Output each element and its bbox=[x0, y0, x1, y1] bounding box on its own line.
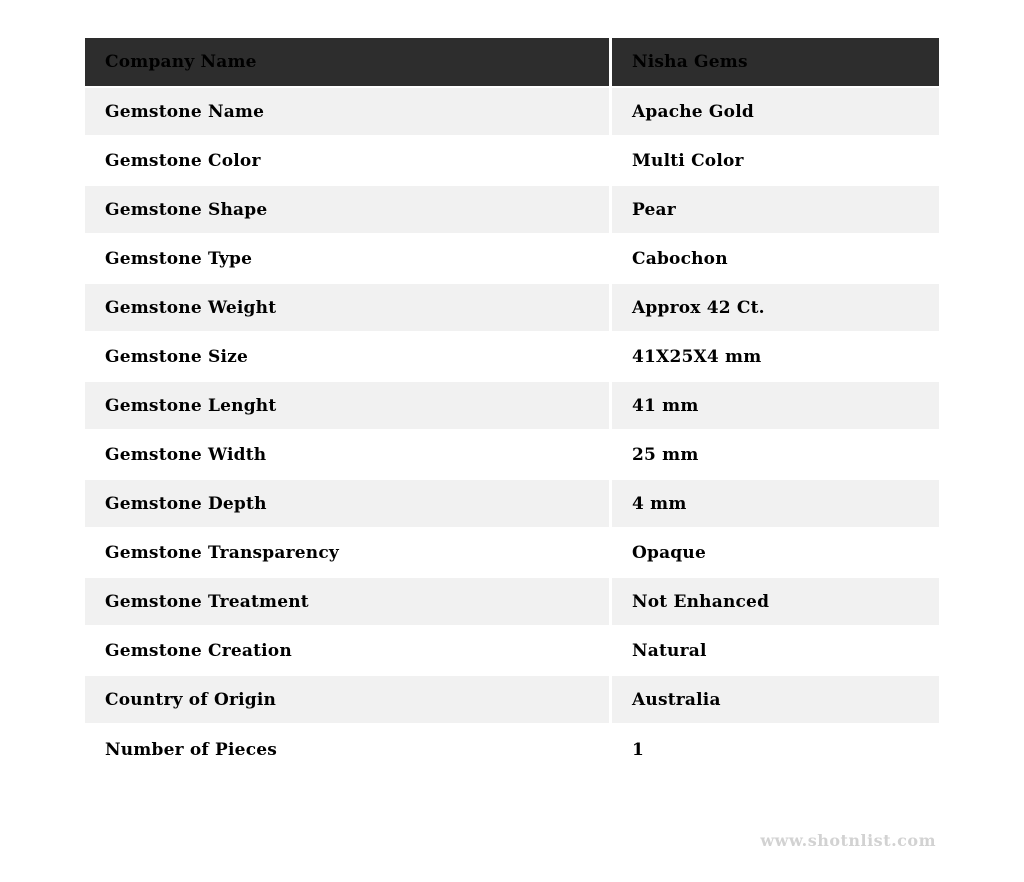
spec-value: Natural bbox=[632, 640, 707, 661]
watermark: www.shotnlist.com bbox=[760, 831, 936, 850]
spec-label: Gemstone Treatment bbox=[85, 578, 612, 625]
table-row bbox=[85, 382, 939, 431]
spec-value: Nisha Gems bbox=[632, 52, 748, 72]
spec-label: Gemstone Color bbox=[85, 137, 612, 184]
table-row bbox=[85, 725, 939, 774]
spec-label: Gemstone Creation bbox=[85, 627, 612, 674]
table-row bbox=[85, 431, 939, 480]
table-row bbox=[85, 88, 939, 137]
table-row bbox=[85, 529, 939, 578]
spec-value: Apache Gold bbox=[632, 101, 754, 122]
spec-label: Gemstone Name bbox=[85, 88, 612, 135]
spec-label: Company Name bbox=[85, 38, 612, 86]
table-row bbox=[85, 333, 939, 382]
spec-value: Not Enhanced bbox=[632, 591, 770, 612]
spec-value: Pear bbox=[632, 199, 676, 220]
spec-value: 25 mm bbox=[632, 444, 699, 465]
spec-value: 1 bbox=[632, 739, 645, 760]
table-row bbox=[85, 578, 939, 627]
spec-value: 41X25X4 mm bbox=[632, 346, 762, 367]
table-row bbox=[85, 676, 939, 725]
spec-label: Country of Origin bbox=[85, 676, 612, 723]
table-row bbox=[85, 627, 939, 676]
spec-label: Gemstone Size bbox=[85, 333, 612, 380]
spec-value: Australia bbox=[632, 689, 721, 710]
spec-label: Gemstone Weight bbox=[85, 284, 612, 331]
table-row bbox=[85, 137, 939, 186]
spec-value: Opaque bbox=[632, 542, 706, 563]
table-row bbox=[85, 235, 939, 284]
spec-value: Approx 42 Ct. bbox=[632, 297, 765, 318]
spec-value: 4 mm bbox=[632, 493, 687, 514]
spec-value: 41 mm bbox=[632, 395, 699, 416]
spec-label: Gemstone Shape bbox=[85, 186, 612, 233]
spec-label: Number of Pieces bbox=[85, 725, 612, 774]
table-header-row bbox=[85, 38, 939, 88]
spec-label: Gemstone Type bbox=[85, 235, 612, 282]
spec-label: Gemstone Depth bbox=[85, 480, 612, 527]
spec-value: Cabochon bbox=[632, 248, 728, 269]
spec-label: Gemstone Lenght bbox=[85, 382, 612, 429]
spec-value: Multi Color bbox=[632, 150, 744, 171]
spec-label: Gemstone Transparency bbox=[85, 529, 612, 576]
spec-label: Gemstone Width bbox=[85, 431, 612, 478]
gemstone-spec-table bbox=[85, 38, 939, 774]
table-row bbox=[85, 284, 939, 333]
table-row bbox=[85, 480, 939, 529]
table-row bbox=[85, 186, 939, 235]
